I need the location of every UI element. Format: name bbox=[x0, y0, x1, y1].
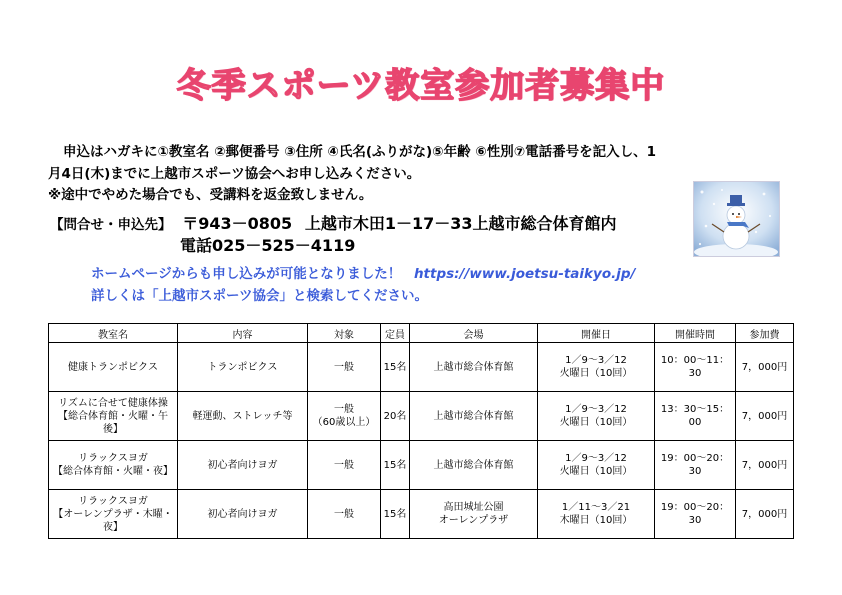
table-header-row bbox=[49, 324, 794, 343]
cell-time: 10：00～11：30 bbox=[655, 343, 736, 392]
web-line-2: 詳しくは「上越市スポーツ協会」と検索してください。 bbox=[91, 288, 428, 304]
cell-target: 一般 （60歳以上） bbox=[308, 392, 381, 441]
cell-class-name: 健康トランポビクス bbox=[49, 343, 178, 392]
cell-class-name: リラックスヨガ 【総合体育館・火曜・夜】 bbox=[49, 441, 178, 490]
page-title: 冬季スポーツ教室参加者募集中 bbox=[176, 66, 666, 106]
cell-dates: 1／11～3／21 木曜日（10回） bbox=[538, 490, 655, 539]
cell-fee: 7，000円 bbox=[736, 343, 794, 392]
cell-content: 初心者向けヨガ bbox=[178, 441, 308, 490]
table-row bbox=[49, 343, 794, 392]
header-fee: 参加費 bbox=[736, 324, 794, 343]
contact-postal: 〒943－0805 bbox=[182, 214, 293, 233]
cell-venue: 上越市総合体育館 bbox=[410, 392, 538, 441]
web-notice: ホームページからも申し込みが可能となりました！ bbox=[91, 266, 402, 282]
header-content: 内容 bbox=[178, 324, 308, 343]
cell-content: 軽運動、ストレッチ等 bbox=[178, 392, 308, 441]
cell-capacity: 15名 bbox=[381, 441, 410, 490]
cell-capacity: 20名 bbox=[381, 392, 410, 441]
class-schedule-table bbox=[48, 323, 794, 539]
header-venue: 会場 bbox=[410, 324, 538, 343]
header-class-name: 教室名 bbox=[49, 324, 178, 343]
contact-block bbox=[50, 211, 617, 234]
contact-label: 【問合せ・申込先】 bbox=[50, 217, 172, 233]
cell-target: 一般 bbox=[308, 490, 381, 539]
cell-dates: 1／9～3／12 火曜日（10回） bbox=[538, 343, 655, 392]
cell-capacity: 15名 bbox=[381, 490, 410, 539]
header-time: 開催時間 bbox=[655, 324, 736, 343]
cell-content: 初心者向けヨガ bbox=[178, 490, 308, 539]
web-line-1 bbox=[91, 262, 635, 282]
cell-class-name: リズムに合せて健康体操 【総合体育館・火曜・午後】 bbox=[49, 392, 178, 441]
table-row bbox=[49, 441, 794, 490]
table-row bbox=[49, 490, 794, 539]
cell-time: 13：30～15：00 bbox=[655, 392, 736, 441]
cell-dates: 1／9～3／12 火曜日（10回） bbox=[538, 392, 655, 441]
web-url-link[interactable]: https://www.joetsu-taikyo.jp/ bbox=[413, 266, 636, 282]
cell-fee: 7，000円 bbox=[736, 490, 794, 539]
cell-class-name: リラックスヨガ 【オーレンプラザ・木曜・夜】 bbox=[49, 490, 178, 539]
cell-content: トランポビクス bbox=[178, 343, 308, 392]
cell-venue: 上越市総合体育館 bbox=[410, 441, 538, 490]
intro-line-1: 申込はハガキに①教室名 ②郵便番号 ③住所 ④氏名(ふりがな)⑤年齢 ⑥性別⑦電話番号を記入し、1 bbox=[63, 144, 657, 160]
header-dates: 開催日 bbox=[538, 324, 655, 343]
cell-fee: 7，000円 bbox=[736, 441, 794, 490]
contact-phone: 電話025－525－4119 bbox=[180, 236, 356, 255]
intro-line-2: 月4日(木)までに上越市スポーツ協会へお申し込みください。 bbox=[48, 166, 421, 182]
cell-time: 19：00～20：30 bbox=[655, 490, 736, 539]
cell-venue: 上越市総合体育館 bbox=[410, 343, 538, 392]
snowman-image bbox=[693, 181, 780, 257]
cell-time: 19：00～20：30 bbox=[655, 441, 736, 490]
table-row bbox=[49, 392, 794, 441]
contact-address: 上越市木田1－17－33上越市総合体育館内 bbox=[304, 214, 617, 233]
cell-target: 一般 bbox=[308, 441, 381, 490]
cell-venue: 高田城址公園 オーレンプラザ bbox=[410, 490, 538, 539]
cell-fee: 7，000円 bbox=[736, 392, 794, 441]
cell-dates: 1／9～3／12 火曜日（10回） bbox=[538, 441, 655, 490]
cell-target: 一般 bbox=[308, 343, 381, 392]
cell-capacity: 15名 bbox=[381, 343, 410, 392]
header-capacity: 定員 bbox=[381, 324, 410, 343]
header-target: 対象 bbox=[308, 324, 381, 343]
intro-line-3: ※途中でやめた場合でも、受講料を返金致しません。 bbox=[48, 187, 373, 203]
